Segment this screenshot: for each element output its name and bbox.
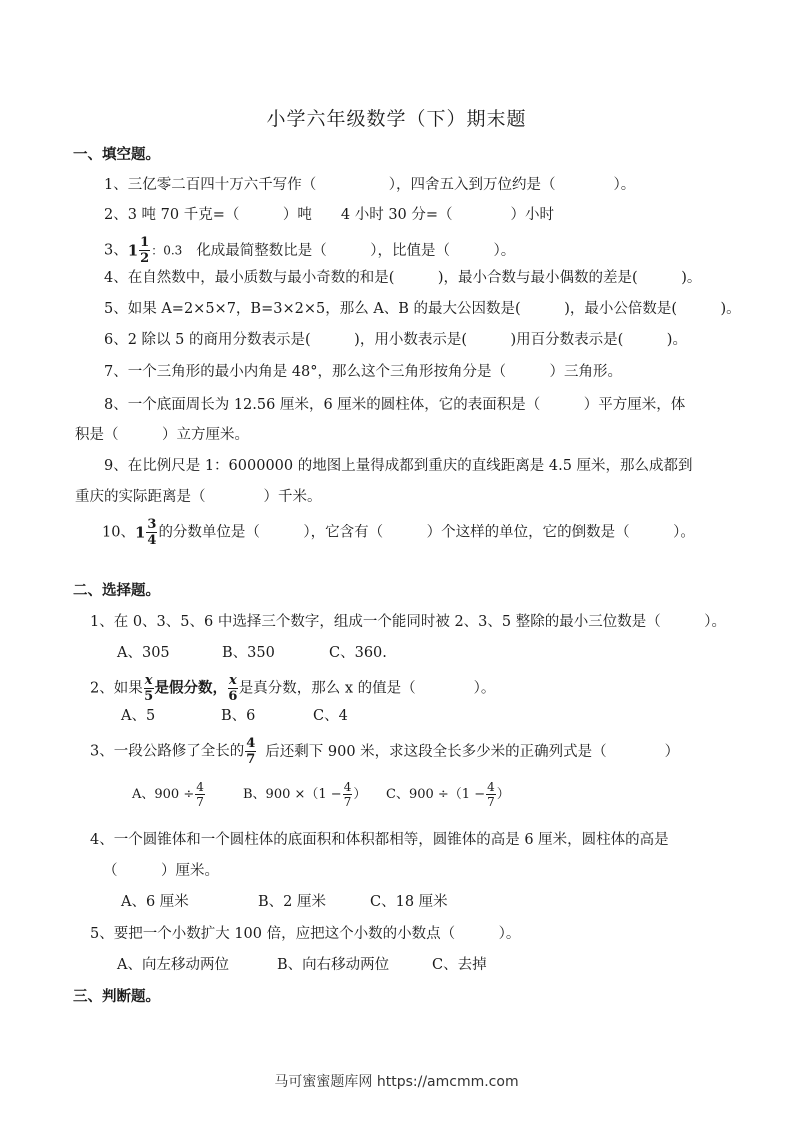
choice-q2-option-c: C、4 <box>313 708 348 724</box>
fraction <box>486 781 496 808</box>
fraction <box>343 781 353 808</box>
option-text: A、900 ÷ <box>132 787 195 802</box>
choice-q4-option-a: A、6 厘米 <box>121 894 189 910</box>
choice-question-5: 5、要把一个小数扩大 100 倍，应把这个小数的小数点（ ）。 <box>90 926 521 942</box>
choice-q5-option-b: B、向右移动两位 <box>277 957 390 973</box>
ratio-part: ：0.3 <box>151 243 183 258</box>
fraction-denominator: 5 <box>144 689 154 704</box>
fill-question-4: 4、在自然数中，最小质数与最小奇数的和是( )，最小合数与最小偶数的差是( )。 <box>104 270 702 286</box>
question-text: 的分数单位是（ ），它含有（ ）个这样的单位，它的倒数是（ ）。 <box>158 524 695 541</box>
fill-question-6: 6、2 除以 5 的商用分数表示是( )，用小数表示是( )用百分数表示是( )。 <box>104 332 687 348</box>
choice-question-1: 1、在 0、3、5、6 中选择三个数字，组成一个能同时被 2、3、5 整除的最小三位数是（ ）。 <box>90 614 726 630</box>
choice-question-3 <box>90 737 679 766</box>
fraction-denominator: 2 <box>140 251 150 266</box>
fill-question-7: 7、一个三角形的最小内角是 48°，那么这个三角形按角分是（ ）三角形。 <box>104 364 623 380</box>
question-text: 是真分数，那么 x 的值是（ ）。 <box>238 680 496 697</box>
fraction <box>146 518 157 547</box>
choice-question-4-line-1: 4、一个圆锥体和一个圆柱体的底面积和体积都相等，圆锥体的高是 6 厘米，圆柱体的高是 <box>90 832 669 848</box>
choice-q5-option-a: A、向左移动两位 <box>117 957 229 973</box>
fraction-numerator: x <box>144 673 153 688</box>
fraction-denominator: 7 <box>196 795 204 809</box>
choice-q4-option-b: B、2 厘米 <box>258 894 326 910</box>
choice-question-2 <box>90 674 495 703</box>
question-number: 10、 <box>102 524 135 541</box>
mixed-number-whole: 1 <box>134 523 146 542</box>
fill-question-2: 2、3 吨 70 千克=（ ）吨 4 小时 30 分=（ ）小时 <box>104 207 555 223</box>
question-number: 3、 <box>104 242 128 259</box>
footer-watermark: 马可蜜蜜题库网 https://amcmm.com <box>274 1074 519 1090</box>
fraction-denominator: 4 <box>147 533 157 548</box>
fill-question-1: 1、三亿零二百四十万六千写作（ ），四舍五入到万位约是（ ）。 <box>104 177 636 193</box>
choice-q1-option-a: A、305 <box>117 645 170 661</box>
fraction <box>139 236 150 265</box>
fraction-numerator: 4 <box>487 780 495 794</box>
section-fill-heading: 一、填空题。 <box>73 146 160 163</box>
fill-question-9-line-1: 9、在比例尺是 1：6000000 的地图上量得成都到重庆的直线距离是 4.5 厘米，那么成都到 <box>104 458 693 474</box>
choice-q3-option-b <box>243 781 366 808</box>
fraction-denominator: 6 <box>228 689 238 704</box>
fill-question-3 <box>104 236 515 265</box>
fraction-numerator: 1 <box>140 235 150 250</box>
question-text: 3、一段公路修了全长的 <box>90 743 245 760</box>
option-text: B、900 ×（1 − <box>243 787 342 802</box>
fraction-numerator: 3 <box>147 517 157 532</box>
choice-q3-option-c <box>386 781 510 808</box>
choice-q2-option-b: B、6 <box>221 708 256 724</box>
fraction-numerator: 4 <box>343 780 352 794</box>
fraction-numerator: 4 <box>246 736 256 751</box>
fraction-denominator: 7 <box>487 795 495 809</box>
fill-question-5: 5、如果 A=2×5×7，B=3×2×5，那么 A、B 的最大公因数是( )，最小公倍数是( )。 <box>104 301 741 317</box>
section-judge-heading: 三、判断题。 <box>73 988 160 1005</box>
fraction-numerator: x <box>229 673 237 688</box>
fraction-denominator: 7 <box>343 795 352 809</box>
choice-q1-option-b: B、350 <box>222 645 275 661</box>
question-text: 是假分数， <box>154 679 227 697</box>
fraction-denominator: 7 <box>246 752 256 767</box>
choice-q1-option-c: C、360. <box>329 645 387 661</box>
fill-question-9-line-2: 重庆的实际距离是（ ）千米。 <box>75 489 322 505</box>
fraction <box>228 674 238 703</box>
fraction <box>195 781 205 808</box>
fraction-numerator: 4 <box>196 780 204 794</box>
question-text: 化成最简整数比是（ ），比值是（ ）。 <box>196 242 516 259</box>
mixed-number-whole: 1 <box>127 241 139 260</box>
question-text: 2、如果 <box>90 680 143 697</box>
page-title: 小学六年级数学（下）期末题 <box>266 108 527 130</box>
choice-q5-option-c: C、去掉 <box>432 957 487 973</box>
choice-q2-option-a: A、5 <box>121 708 156 724</box>
fill-question-10 <box>102 518 695 547</box>
fill-question-8-line-2: 积是（ ）立方厘米。 <box>75 427 249 443</box>
section-choice-heading: 二、选择题。 <box>73 582 160 599</box>
fill-question-8-line-1: 8、一个底面周长为 12.56 厘米，6 厘米的圆柱体，它的表面积是（ ）平方厘米，体 <box>104 397 686 413</box>
option-text: ） <box>353 787 367 802</box>
choice-q4-option-c: C、18 厘米 <box>370 894 448 910</box>
choice-question-4-line-2: （ ）厘米。 <box>103 863 219 879</box>
option-text: ） <box>496 787 510 802</box>
option-text: C、900 ÷（1 − <box>386 787 486 802</box>
fraction <box>144 674 154 703</box>
choice-q3-option-a <box>132 781 206 808</box>
fraction <box>245 737 256 766</box>
question-text: 后还剩下 900 米，求这段全长多少米的正确列式是（ ） <box>265 743 680 760</box>
